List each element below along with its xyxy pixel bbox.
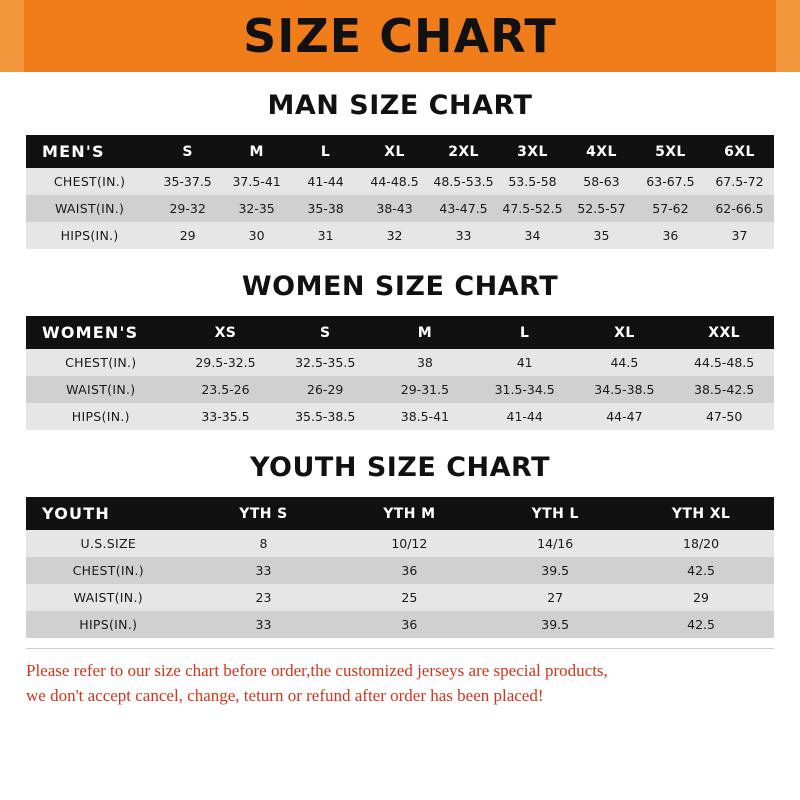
- cell: 29-32: [153, 195, 222, 222]
- row-label-hips: HIPS(IN.): [26, 611, 191, 638]
- row-label-chest: CHEST(IN.): [26, 557, 191, 584]
- cell: 26-29: [275, 376, 375, 403]
- cell: 36: [336, 611, 482, 638]
- cell: 37.5-41: [222, 168, 291, 195]
- cell: 34: [498, 222, 567, 249]
- row-label-hips: HIPS(IN.): [26, 222, 153, 249]
- cell: 33-35.5: [176, 403, 276, 430]
- cell: 39.5: [482, 557, 628, 584]
- cell: 33: [191, 611, 337, 638]
- cell: 23: [191, 584, 337, 611]
- col-header-yth-l: YTH L: [482, 497, 628, 530]
- col-header-xs: XS: [176, 316, 276, 349]
- cell: 48.5-53.5: [429, 168, 498, 195]
- cell: 36: [336, 557, 482, 584]
- cell: 47-50: [674, 403, 774, 430]
- table-row: [26, 222, 774, 249]
- cell: 29: [628, 584, 774, 611]
- table-row: [26, 557, 774, 584]
- col-header-6xl: 6XL: [705, 135, 774, 168]
- cell: 38.5-41: [375, 403, 475, 430]
- cell: 44.5-48.5: [674, 349, 774, 376]
- cell: 39.5: [482, 611, 628, 638]
- col-header-yth-m: YTH M: [336, 497, 482, 530]
- cell: 41: [475, 349, 575, 376]
- col-header-3xl: 3XL: [498, 135, 567, 168]
- row-label-us-size: U.S.SIZE: [26, 530, 191, 557]
- cell: 42.5: [628, 611, 774, 638]
- col-header-xxl: XXL: [674, 316, 774, 349]
- cell: 63-67.5: [636, 168, 705, 195]
- table-row: [26, 195, 774, 222]
- footer-note-line-1: Please refer to our size chart before order,the customized jerseys are special products,: [26, 661, 608, 680]
- cell: 42.5: [628, 557, 774, 584]
- cell: 29.5-32.5: [176, 349, 276, 376]
- cell: 33: [191, 557, 337, 584]
- cell: 27: [482, 584, 628, 611]
- cell: 34.5-38.5: [575, 376, 675, 403]
- row-label-waist: WAIST(IN.): [26, 584, 191, 611]
- col-header-m: M: [375, 316, 475, 349]
- section-title-youth: YOUTH SIZE CHART: [249, 452, 551, 483]
- banner-stripe-right: [776, 0, 800, 72]
- women-size-table: [26, 316, 774, 430]
- youth-size-table: [26, 497, 774, 638]
- women-size-chart: [0, 316, 800, 430]
- cell: 41-44: [291, 168, 360, 195]
- col-header-xl: XL: [360, 135, 429, 168]
- section-title-man: MAN SIZE CHART: [267, 90, 533, 121]
- col-header-yth-xl: YTH XL: [628, 497, 774, 530]
- cell: 29-31.5: [375, 376, 475, 403]
- man-size-chart: [0, 135, 800, 249]
- cell: 32: [360, 222, 429, 249]
- cell: 33: [429, 222, 498, 249]
- table-row: [26, 349, 774, 376]
- cell: 35: [567, 222, 636, 249]
- col-header-m: M: [222, 135, 291, 168]
- col-header-5xl: 5XL: [636, 135, 705, 168]
- cell: 41-44: [475, 403, 575, 430]
- page-title: SIZE CHART: [243, 9, 557, 63]
- section-title-women: WOMEN SIZE CHART: [241, 271, 559, 302]
- col-header-label: YOUTH: [26, 497, 191, 530]
- table-row: [26, 403, 774, 430]
- cell: 30: [222, 222, 291, 249]
- table-row: [26, 530, 774, 557]
- col-header-yth-s: YTH S: [191, 497, 337, 530]
- footer-note-line-2: we don't accept cancel, change, teturn or refund after order has been placed!: [26, 685, 544, 705]
- col-header-xl: XL: [575, 316, 675, 349]
- footer-divider: [26, 648, 774, 649]
- cell: 31: [291, 222, 360, 249]
- col-header-l: L: [291, 135, 360, 168]
- cell: 38-43: [360, 195, 429, 222]
- row-label-waist: WAIST(IN.): [26, 195, 153, 222]
- cell: 23.5-26: [176, 376, 276, 403]
- table-header-row: [26, 497, 774, 530]
- cell: 10/12: [336, 530, 482, 557]
- row-label-chest: CHEST(IN.): [26, 168, 153, 195]
- cell: 35.5-38.5: [275, 403, 375, 430]
- cell: 43-47.5: [429, 195, 498, 222]
- cell: 57-62: [636, 195, 705, 222]
- col-header-2xl: 2XL: [429, 135, 498, 168]
- page-banner: [0, 0, 800, 72]
- col-header-4xl: 4XL: [567, 135, 636, 168]
- cell: 58-63: [567, 168, 636, 195]
- cell: 38: [375, 349, 475, 376]
- table-row: [26, 584, 774, 611]
- man-size-table: [26, 135, 774, 249]
- cell: 53.5-58: [498, 168, 567, 195]
- cell: 44-47: [575, 403, 675, 430]
- cell: 32.5-35.5: [275, 349, 375, 376]
- col-header-label: WOMEN'S: [26, 316, 176, 349]
- col-header-s: S: [153, 135, 222, 168]
- cell: 35-37.5: [153, 168, 222, 195]
- col-header-s: S: [275, 316, 375, 349]
- cell: 36: [636, 222, 705, 249]
- cell: 38.5-42.5: [674, 376, 774, 403]
- cell: 25: [336, 584, 482, 611]
- row-label-hips: HIPS(IN.): [26, 403, 176, 430]
- cell: 67.5-72: [705, 168, 774, 195]
- cell: 35-38: [291, 195, 360, 222]
- cell: 52.5-57: [567, 195, 636, 222]
- row-label-waist: WAIST(IN.): [26, 376, 176, 403]
- table-row: [26, 168, 774, 195]
- cell: 18/20: [628, 530, 774, 557]
- cell: 31.5-34.5: [475, 376, 575, 403]
- cell: 47.5-52.5: [498, 195, 567, 222]
- cell: 44-48.5: [360, 168, 429, 195]
- table-row: [26, 376, 774, 403]
- cell: 32-35: [222, 195, 291, 222]
- col-header-label: MEN'S: [26, 135, 153, 168]
- cell: 29: [153, 222, 222, 249]
- cell: 37: [705, 222, 774, 249]
- cell: 8: [191, 530, 337, 557]
- row-label-chest: CHEST(IN.): [26, 349, 176, 376]
- cell: 62-66.5: [705, 195, 774, 222]
- table-header-row: [26, 135, 774, 168]
- cell: 14/16: [482, 530, 628, 557]
- col-header-l: L: [475, 316, 575, 349]
- banner-stripe-left: [0, 0, 24, 72]
- cell: 44.5: [575, 349, 675, 376]
- table-row: [26, 611, 774, 638]
- table-header-row: [26, 316, 774, 349]
- youth-size-chart: [0, 497, 800, 638]
- footer-note: [0, 659, 800, 708]
